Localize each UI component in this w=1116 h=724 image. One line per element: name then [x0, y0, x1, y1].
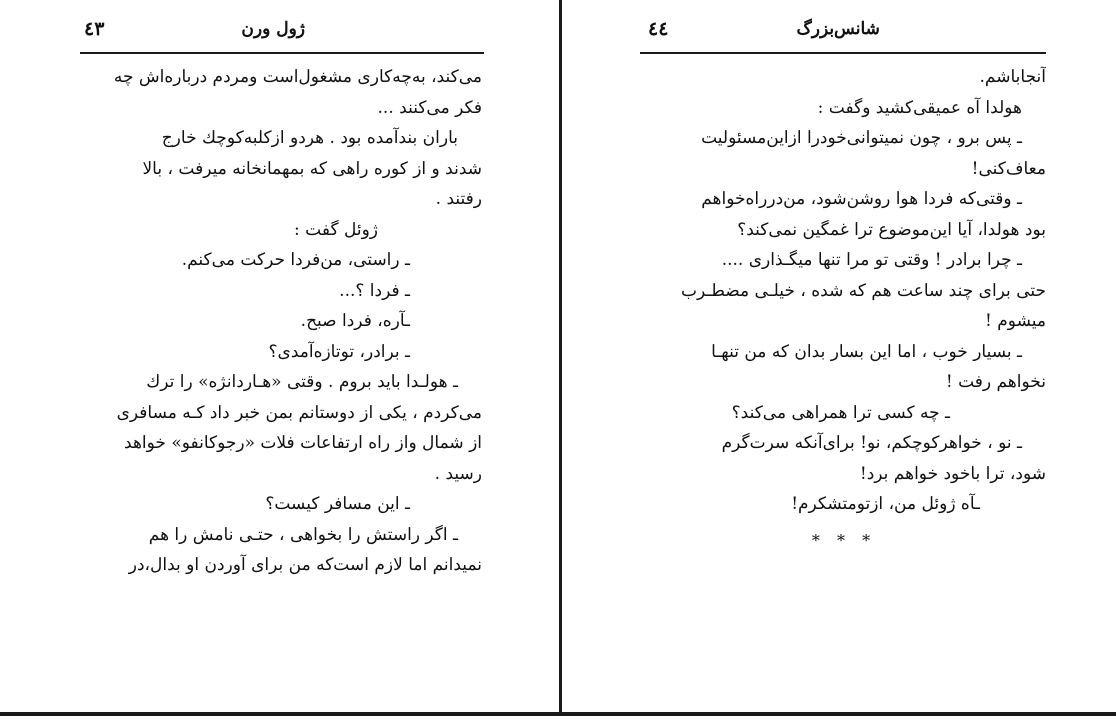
text-line: ـ نو ، خواهرکوچکم، نو! برای‌آنکه سرت‌گرم — [721, 433, 1022, 453]
text-line: ژوئل گفت : — [294, 219, 378, 240]
right-page-body — [642, 62, 1046, 556]
left-page-header — [84, 14, 482, 44]
text-line: فکر می‌کنند ... — [377, 97, 482, 118]
right-page-number: ٤٤ — [648, 18, 669, 40]
right-running-title: شانس‌بزرگ — [796, 19, 880, 39]
text-line: نخواهم رفت ! — [945, 372, 1046, 392]
text-line: نمیدانم اما لازم است‌که من برای آوردن او بدال،در — [128, 555, 482, 575]
text-line: از شمال واز راه ارتفاعات فلات «رجوکانفو» خواهد — [124, 433, 482, 453]
bottom-margin — [0, 716, 1116, 724]
text-line: بود هولدا، آیا این‌موضوع ترا غمگین نمی‌کند؟ — [737, 219, 1046, 240]
text-line: ـ وقتی‌که فردا هوا روشن‌شود، من‌درراه‌خواهم — [701, 189, 1022, 209]
text-line: هولدا آه عمیقی‌کشید وگفت : — [817, 97, 1022, 118]
text-line: شود، ترا باخود خواهم برد! — [859, 463, 1046, 484]
section-break-stars: * * * — [811, 530, 877, 550]
text-line: ـ هولـدا باید بروم . وقتی «هـاردانژه» را ترك — [146, 372, 458, 392]
left-page — [0, 0, 552, 712]
text-line: ـ فردا ؟... — [339, 280, 410, 301]
text-line: معاف‌کنی! — [971, 158, 1046, 179]
left-header-rule — [80, 52, 484, 54]
text-line: رسید . — [434, 463, 482, 484]
text-line: باران بندآمده بود . هردو ازکلبه‌کوچك خارج — [161, 128, 458, 148]
left-running-title: ژول ورن — [241, 19, 305, 39]
text-line: ـ پس برو ، چون نمیتوانی‌خودرا ازاین‌مسئولیت — [701, 128, 1022, 148]
page-gutter — [552, 0, 566, 712]
text-line: رفتند . — [435, 189, 482, 209]
text-line: ـ چرا برادر ! وقتی تو مرا تنها میگـذاری .... — [721, 250, 1022, 270]
text-line: ـ راستی، من‌فردا حرکت می‌کنم. — [181, 250, 410, 270]
text-line: ـ برادر، توتازه‌آمدی؟ — [268, 341, 410, 362]
text-line: میشوم ! — [985, 311, 1046, 331]
text-line: ـ این مسافر کیست؟ — [265, 494, 410, 514]
left-page-body — [84, 62, 482, 581]
left-page-number: ٤٣ — [84, 18, 105, 40]
right-page — [566, 0, 1116, 712]
text-line: ـآه ژوئل من، ازتومتشکرم! — [791, 494, 980, 514]
text-line: ـآره، فردا صبح. — [300, 311, 410, 331]
text-line: می‌کند، به‌چه‌کاری مشغول‌است ومردم درباره‌اش چه — [113, 67, 482, 87]
text-line: شدند و از کوره راهی که بمهمانخانه میرفت ، بالا — [142, 158, 482, 179]
text-line: ـ اگر راستش را بخواهی ، حتـی نامش را هم — [148, 524, 458, 545]
right-header-rule — [640, 52, 1046, 54]
fold-line — [559, 0, 562, 712]
text-line: ـ چه کسی ترا همراهی می‌کند؟ — [731, 402, 950, 423]
text-line: آنجاباشم. — [979, 67, 1046, 87]
text-line: ـ بسیار خوب ، اما این بسار بدان که من تنهـا — [711, 341, 1022, 362]
text-line: حتی برای چند ساعت هم که شده ، خیلـی مضطـرب — [680, 280, 1046, 301]
right-page-header — [648, 14, 1048, 44]
text-line: می‌کردم ، یکی از دوستانم بمن خبر داد کـه مسافری — [116, 402, 482, 423]
